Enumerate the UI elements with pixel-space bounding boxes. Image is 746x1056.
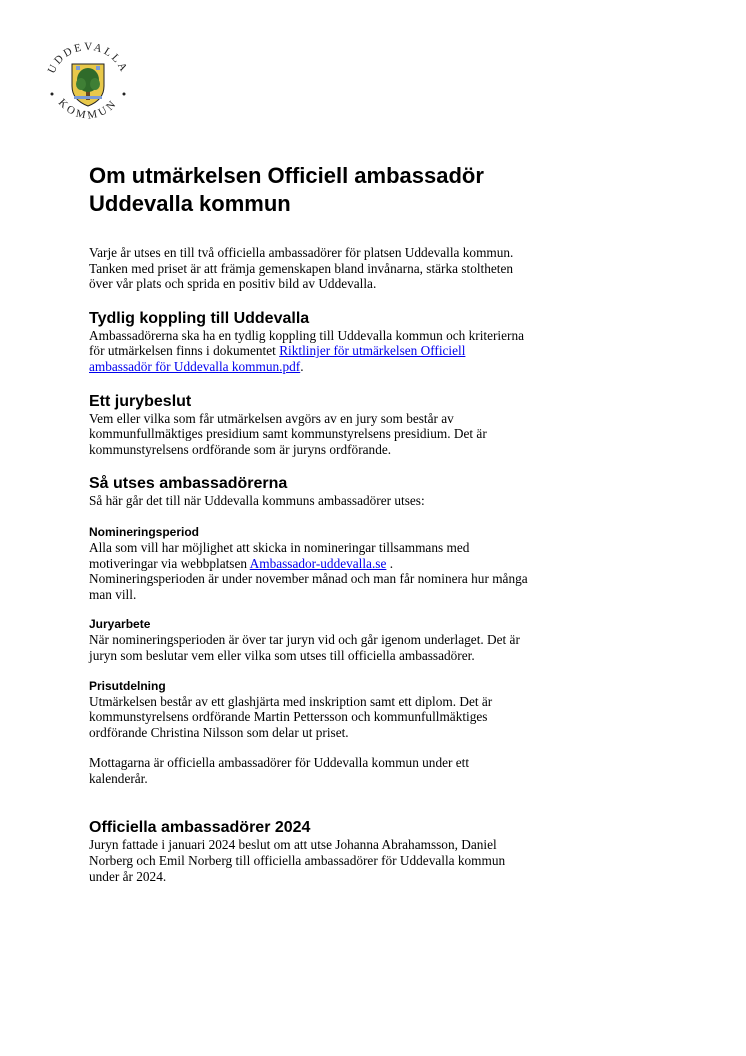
prisutdelning-paragraph: Utmärkelsen består av ett glashjärta med inskription samt ett diplom. Det är kommunstyrelsens ordförande Martin Pettersson och kommunfullmäktiges ordförande Christina Nilsson som delar ut priset.: [89, 693, 493, 740]
riktlinjer-link[interactable]: Riktlinjer för utmärkelsen Officiell: [279, 343, 466, 359]
page-title: [89, 162, 609, 218]
page-title-line2: Uddevalla kommun: [89, 191, 291, 216]
mottagare-paragraph: Mottagarna är officiella ambassadörer för Uddevalla kommun under ett kalenderår.: [89, 755, 470, 786]
riktlinjer-link-continued[interactable]: ambassadör för Uddevalla kommun.pdf: [89, 358, 301, 374]
juryarbete-heading: Juryarbete: [89, 617, 151, 632]
prisutdelning-heading: Prisutdelning: [89, 678, 166, 693]
utses-paragraph: Så här går det till när Uddevalla kommuns ambassadörer utses:: [89, 493, 425, 509]
logo-emblem: [36, 28, 140, 132]
koppling-paragraph: Ambassadörerna ska ha en tydlig koppling till Uddevalla kommun och kriterierna för utmärkelsen finns i dokumentet Riktlinjer för utmärkelsen Officiell ambassadör för Uddevalla kommun.pdf.: [89, 327, 524, 374]
utses-heading: Så utses ambassadörerna: [89, 475, 288, 493]
shield-icon: [72, 64, 104, 106]
jury-heading: Ett jurybeslut: [89, 392, 192, 410]
document-body: [89, 162, 609, 884]
jury-paragraph: Vem eller vilka som får utmärkelsen avgörs av en jury som består av kommunfullmäktiges presidium samt kommunstyrelsens presidium. Det är kommunstyrelsens ordförande som är juryns ordförande.: [89, 410, 487, 457]
nominering-paragraph: Alla som vill har möjlighet att skicka in nomineringar tillsammans med motiveringar via webbplatsen Ambassador-uddevalla.se . Nomineringsperioden är under november månad och man får nominera hur många man vill.: [89, 539, 528, 602]
nominering-heading: Nomineringsperiod: [89, 524, 200, 539]
ambassadorer-2024-paragraph: Juryn fattade i januari 2024 beslut om att utse Johanna Abrahamsson, Daniel Norberg och Emil Norberg till officiella ambassadörer för Uddevalla kommun under år 2024.: [89, 837, 506, 884]
ambassadorer-2024-heading: Officiella ambassadörer 2024: [89, 819, 311, 837]
uddevalla-kommun-logo: [36, 28, 140, 132]
koppling-heading: Tydlig koppling till Uddevalla: [89, 309, 310, 327]
page-title-line1: Om utmärkelsen Officiell ambassadör: [89, 163, 484, 188]
logo-top-text: UDDEVALLA: [45, 40, 131, 76]
ambassador-website-link[interactable]: Ambassador-uddevalla.se: [249, 555, 387, 571]
intro-paragraph: Varje år utses en till två officiella ambassadörer för platsen Uddevalla kommun. Tanken med priset är att främja gemenskapen bland invånarna, stärka stoltheten över vår plats och sprida en positiv bild av Uddevalla.: [89, 245, 514, 292]
juryarbete-paragraph: När nomineringsperioden är över tar juryn vid och går igenom underlaget. Det är juryn som beslutar vem eller vilka som utses till officiella ambassadörer.: [89, 632, 520, 663]
logo-bottom-text: KOMMUN: [55, 96, 121, 122]
